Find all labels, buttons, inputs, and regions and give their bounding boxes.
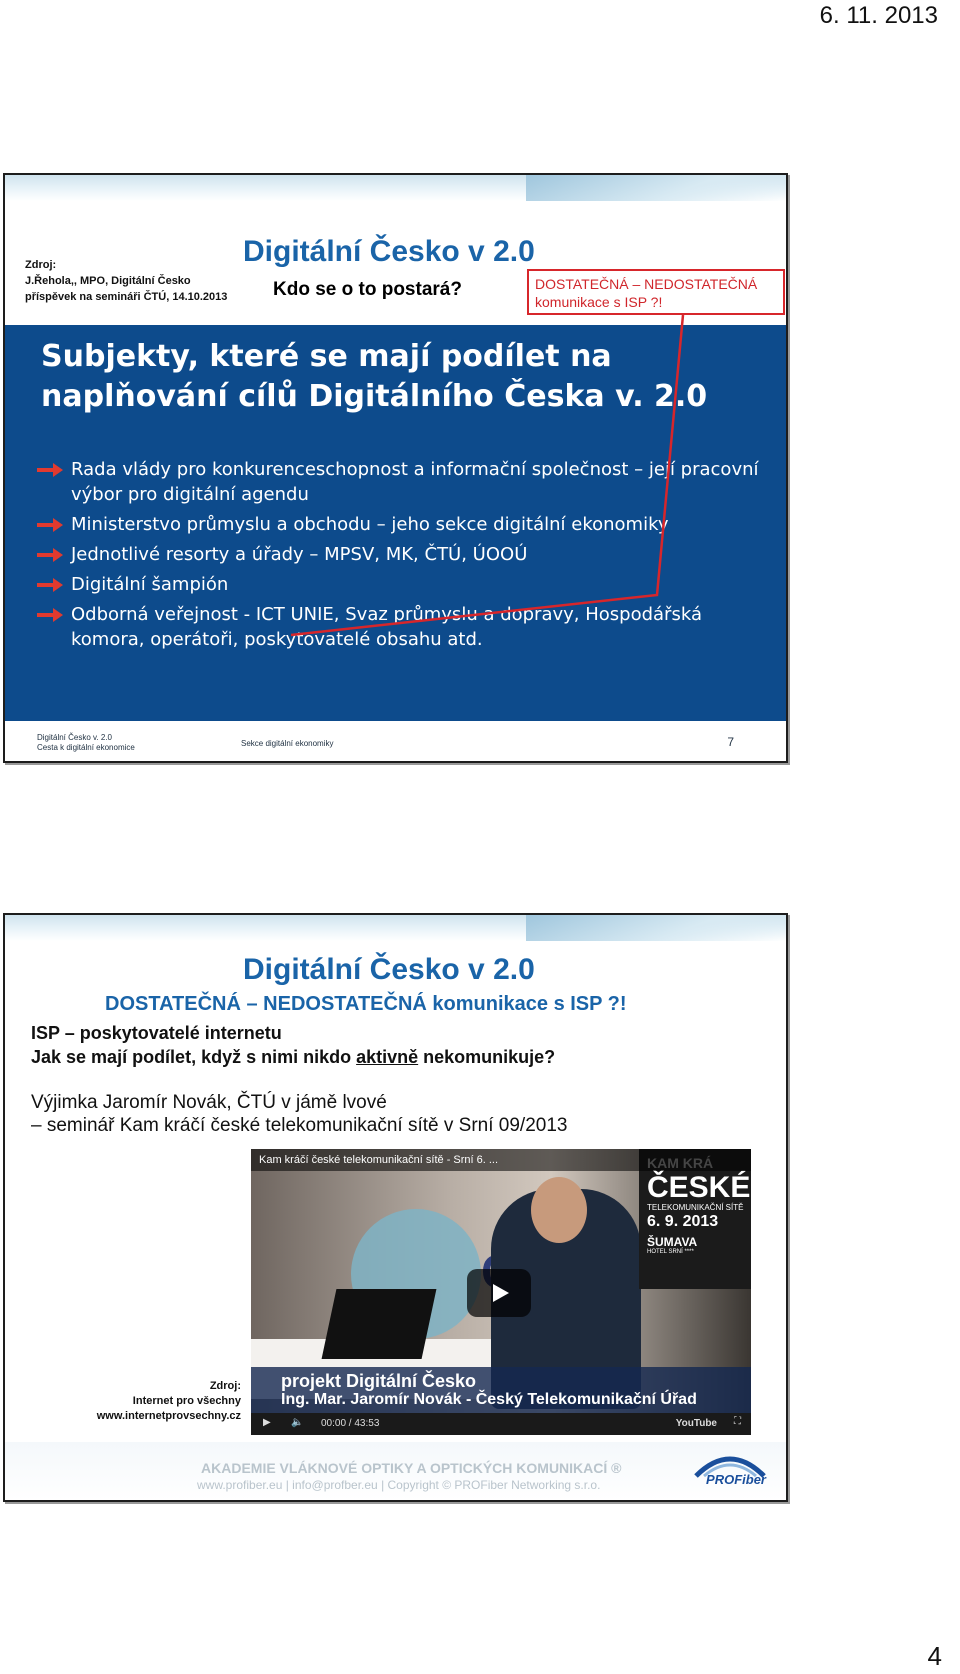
play-icon[interactable]: ▶: [263, 1417, 271, 1428]
slide-2: [3, 913, 788, 1502]
embedded-page-number: 7: [727, 735, 734, 749]
play-button-icon[interactable]: [467, 1269, 531, 1317]
footer-akademie: AKADEMIE VLÁKNOVÉ OPTIKY A OPTICKÝCH KOMUNIKACÍ ®: [201, 1460, 622, 1476]
volume-icon[interactable]: 🔈: [291, 1417, 304, 1428]
fullscreen-icon[interactable]: ⛶: [734, 1416, 741, 1427]
video-player[interactable]: [251, 1149, 751, 1435]
page-number: 4: [927, 1641, 942, 1671]
slide-header-bar: [5, 915, 786, 941]
event-banner: ČESKÉ TELEKOMUNIKAČNÍ SÍTĚ 6. 9. 2013 ŠUMAVA HOTEL SRNÍ ****: [639, 1149, 751, 1289]
exception-line: Výjimka Jaromír Novák, ČTÚ v jámě lvové: [31, 1092, 387, 1113]
isp-question: Jak se mají podílet, když s nimi nikdo aktivně nekomunikuje?: [31, 1047, 556, 1067]
video-time: 00:00 / 43:53: [321, 1418, 380, 1429]
slide-1: [3, 173, 788, 763]
profiber-logo-icon: [690, 1448, 770, 1494]
isp-callout-box: DOSTATEČNÁ – NEDOSTATEČNÁ komunikace s ISP ?!: [527, 269, 785, 315]
callout-connector-line: [5, 175, 786, 761]
slide-footer: [5, 1442, 786, 1500]
page-date: 6. 11. 2013: [819, 2, 938, 29]
list-item: Rada vlády pro konkurenceschopnost a informační společnost – její pracovní výbor pro digitální agendu: [37, 457, 767, 507]
slide-title: Digitální Česko v 2.0: [243, 953, 535, 986]
embedded-footer: Digitální Česko v. 2.0 Cesta k digitální ekonomice Sekce digitální ekonomiky 7: [5, 721, 786, 761]
list-item: Jednotlivé resorty a úřady – MPSV, MK, ČTÚ, ÚOOÚ: [37, 542, 767, 567]
slide-subtitle: DOSTATEČNÁ – NEDOSTATEČNÁ komunikace s ISP ?!: [105, 993, 627, 1015]
video-lower-third: projekt Digitální Česko Ing. Mar. Jaromír Novák - Český Telekomunikační Úřad: [251, 1367, 751, 1413]
slide-subtitle: Kdo se o to postará?: [273, 279, 462, 300]
embedded-heading: Subjekty, které se mají podílet na naplňování cílů Digitálního Česka v. 2.0: [41, 339, 708, 414]
speaker-head: [531, 1177, 587, 1243]
source-note: Zdroj: J.Řehola,, MPO, Digitální Česko příspěvek na semináři ČTÚ, 14.10.2013: [25, 259, 228, 303]
video-source-note: Zdroj: Internet pro všechny www.internetprovsechny.cz: [96, 1380, 241, 1422]
footer-copyright: www.profiber.eu | info@profber.eu | Copyright © PROFiber Networking s.r.o.: [197, 1478, 601, 1492]
slide-title: Digitální Česko v 2.0: [243, 235, 535, 268]
list-item: Ministerstvo průmyslu a obchodu – jeho sekce digitální ekonomiky: [37, 512, 767, 537]
list-item: Digitální šampión: [37, 572, 767, 597]
profiber-logo-text: PROFiber: [706, 1472, 766, 1487]
seminar-line: – seminář Kam kráčí české telekomunikační sítě v Srní 09/2013: [31, 1115, 568, 1136]
youtube-logo[interactable]: YouTube: [675, 1418, 717, 1429]
video-title-bar[interactable]: Kam kráčí české telekomunikační sítě - Srní 6. ...: [251, 1149, 751, 1171]
list-item: Odborná veřejnost - ICT UNIE, Svaz průmyslu a dopravy, Hospodářská komora, operátoři, poskytovatelé obsahu atd.: [37, 602, 767, 652]
video-controls[interactable]: [251, 1413, 751, 1435]
isp-definition: ISP – poskytovatelé internetu: [31, 1023, 282, 1043]
laptop-icon: [322, 1289, 437, 1359]
